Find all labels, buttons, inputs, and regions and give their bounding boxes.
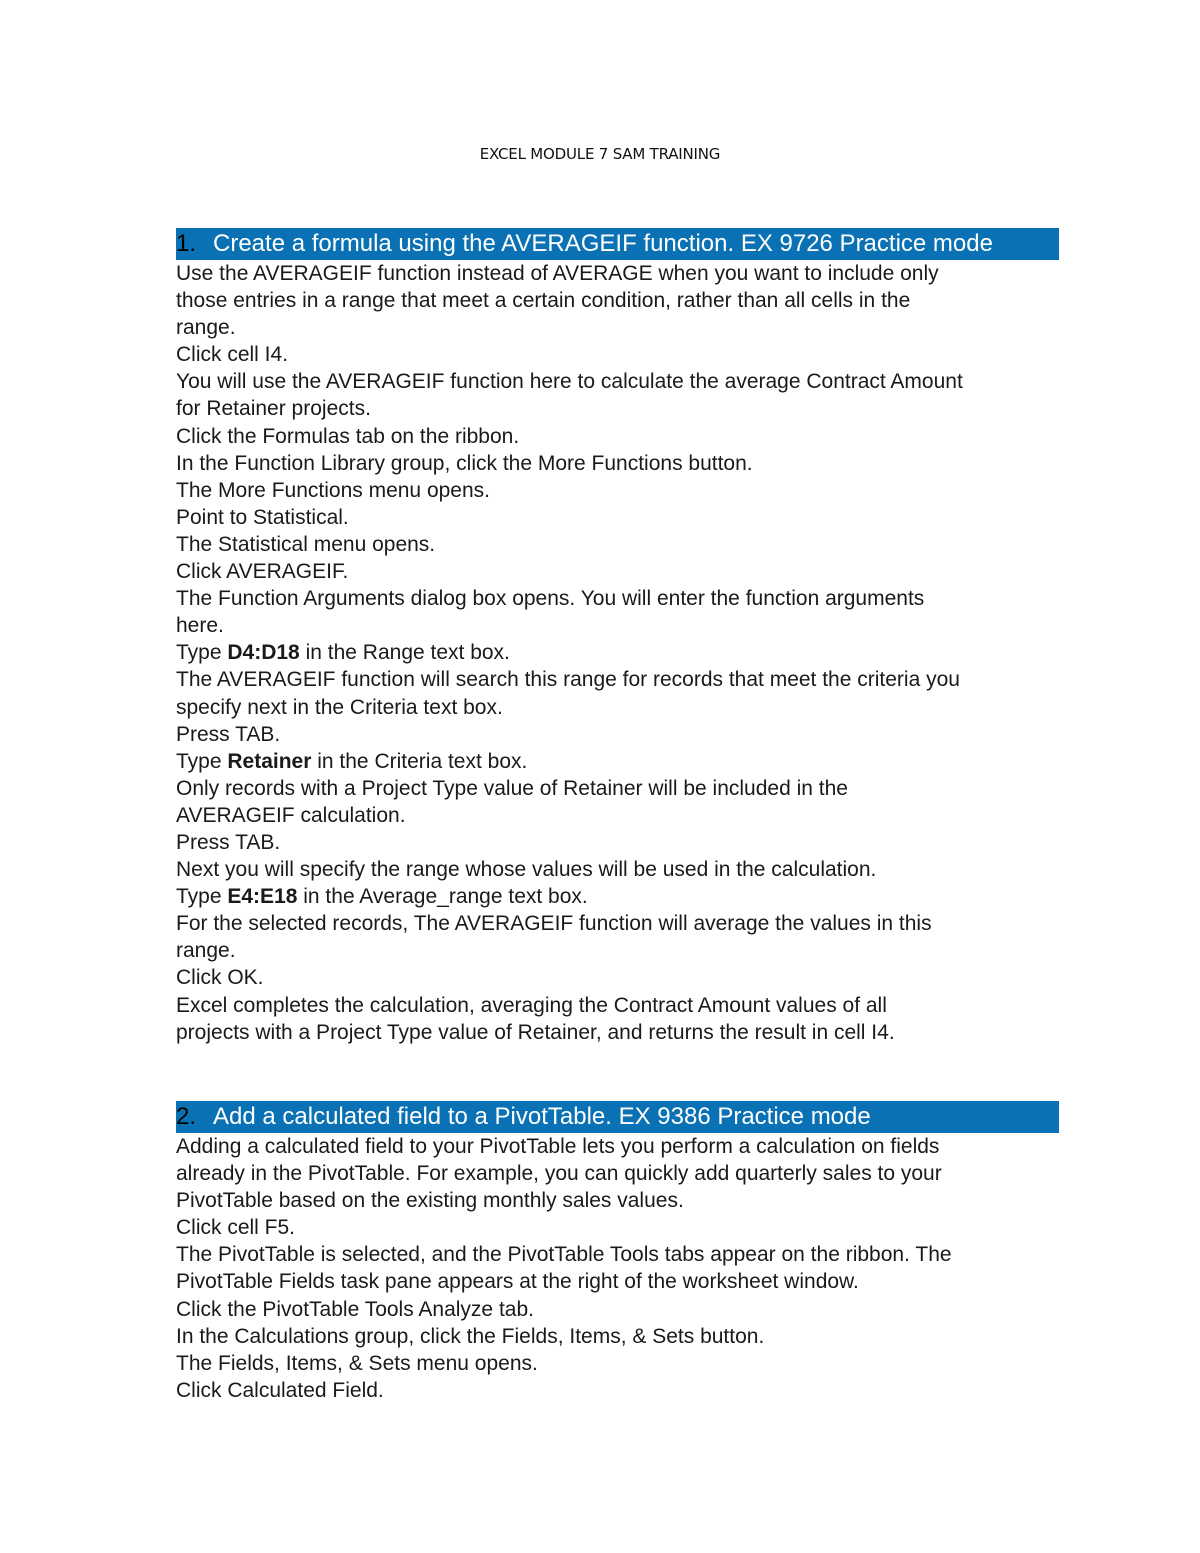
instruction-line (176, 341, 1059, 368)
line-text: Click the Formulas tab on the ribbon. (176, 424, 520, 448)
line-text: in the Range text box. (299, 641, 510, 665)
line-text: Type (176, 641, 228, 665)
line-text: Type (176, 885, 228, 909)
instruction-line (176, 721, 1059, 748)
instruction-line (176, 423, 1059, 450)
line-text: Click AVERAGEIF. (176, 560, 349, 584)
line-text: Click cell I4. (176, 343, 289, 367)
instruction-line (176, 639, 1059, 666)
bold-value: E4:E18 (227, 885, 298, 909)
line-text: Type (176, 749, 228, 773)
instruction-line (176, 910, 1059, 937)
instruction-line (176, 748, 1059, 775)
instruction-line (176, 992, 1059, 1019)
line-text: Only records with a Project Type value of Retainer will be included in the (176, 776, 848, 800)
instruction-line (176, 260, 1059, 287)
instruction-line (176, 612, 1059, 639)
page-title: EXCEL MODULE 7 SAM TRAINING (479, 145, 721, 163)
instruction-line (176, 1019, 1059, 1046)
line-text: The PivotTable is selected, and the PivotTable Tools tabs appear on the ribbon. The (176, 1243, 952, 1267)
bold-value: D4:D18 (227, 641, 300, 665)
instruction-line (176, 585, 1059, 612)
instruction-line (176, 856, 1059, 883)
section-heading (176, 1101, 1059, 1133)
bold-value: Retainer (227, 749, 312, 773)
instruction-line (176, 775, 1059, 802)
line-text: Next you will specify the range whose values will be used in the calculation. (176, 858, 877, 882)
line-text: PivotTable Fields task pane appears at the right of the worksheet window. (176, 1270, 859, 1294)
line-text: for Retainer projects. (176, 397, 371, 421)
instruction-line (176, 1160, 1059, 1187)
instruction-line (176, 1323, 1059, 1350)
section-body (176, 1133, 1059, 1404)
line-text: range. (176, 316, 236, 340)
instruction-line (176, 694, 1059, 721)
line-text: Click the PivotTable Tools Analyze tab. (176, 1297, 534, 1321)
line-text: The AVERAGEIF function will search this range for records that meet the criteria you (176, 668, 960, 692)
line-text: already in the PivotTable. For example, you can quickly add quarterly sales to your (176, 1162, 942, 1186)
line-text: Click OK. (176, 966, 264, 990)
line-text: The More Functions menu opens. (176, 478, 490, 502)
line-text: specify next in the Criteria text box. (176, 695, 503, 719)
line-text: You will use the AVERAGEIF function here to calculate the average Contract Amount (176, 370, 963, 394)
line-text: Excel completes the calculation, averaging the Contract Amount values of all (176, 993, 887, 1017)
instruction-line (176, 666, 1059, 693)
instruction-line (176, 558, 1059, 585)
section-heading-text: Add a calculated field to a PivotTable. EX 9386 Practice mode (213, 1103, 871, 1130)
section-number: 2. (176, 1103, 197, 1130)
line-text: Adding a calculated field to your PivotTable lets you perform a calculation on fields (176, 1135, 940, 1158)
section-heading-text: Create a formula using the AVERAGEIF function. EX 9726 Practice mode (213, 230, 993, 257)
instruction-line (176, 1133, 1059, 1160)
line-text: The Statistical menu opens. (176, 532, 436, 556)
section-2 (176, 1101, 1059, 1404)
instruction-line (176, 1187, 1059, 1214)
instruction-line (176, 314, 1059, 341)
instruction-line (176, 1214, 1059, 1241)
line-text: here. (176, 614, 224, 638)
line-text: For the selected records, The AVERAGEIF function will average the values in this (176, 912, 932, 936)
instruction-line (176, 287, 1059, 314)
line-text: in the Criteria text box. (311, 749, 528, 773)
instruction-line (176, 368, 1059, 395)
instruction-line (176, 802, 1059, 829)
line-text: range. (176, 939, 236, 963)
line-text: In the Calculations group, click the Fields, Items, & Sets button. (176, 1324, 765, 1348)
section-heading (176, 228, 1059, 260)
instruction-line (176, 937, 1059, 964)
line-text: Use the AVERAGEIF function instead of AVERAGE when you want to include only (176, 262, 939, 285)
instruction-line (176, 1296, 1059, 1323)
line-text: In the Function Library group, click the More Functions button. (176, 451, 753, 475)
instruction-line (176, 964, 1059, 991)
line-text: Click Calculated Field. (176, 1378, 384, 1402)
instruction-line (176, 1268, 1059, 1295)
instruction-line (176, 1377, 1059, 1404)
instruction-line (176, 531, 1059, 558)
instruction-line (176, 1241, 1059, 1268)
section-1 (176, 228, 1059, 1046)
line-text: PivotTable based on the existing monthly sales values. (176, 1189, 684, 1213)
instruction-line (176, 883, 1059, 910)
section-number: 1. (176, 230, 197, 257)
line-text: AVERAGEIF calculation. (176, 803, 406, 827)
instruction-line (176, 477, 1059, 504)
line-text: Point to Statistical. (176, 505, 349, 529)
line-text: The Function Arguments dialog box opens. You will enter the function arguments (176, 587, 925, 611)
line-text: Press TAB. (176, 722, 281, 746)
line-text: Click cell F5. (176, 1216, 296, 1240)
line-text: in the Average_range text box. (297, 885, 588, 909)
line-text: those entries in a range that meet a certain condition, rather than all cells in the (176, 289, 911, 313)
instruction-line (176, 504, 1059, 531)
line-text: projects with a Project Type value of Retainer, and returns the result in cell I4. (176, 1020, 895, 1044)
line-text: The Fields, Items, & Sets menu opens. (176, 1351, 538, 1375)
section-body (176, 260, 1059, 1046)
instruction-line (176, 1350, 1059, 1377)
line-text: Press TAB. (176, 830, 281, 854)
instruction-line (176, 395, 1059, 422)
instruction-line (176, 829, 1059, 856)
instruction-line (176, 450, 1059, 477)
